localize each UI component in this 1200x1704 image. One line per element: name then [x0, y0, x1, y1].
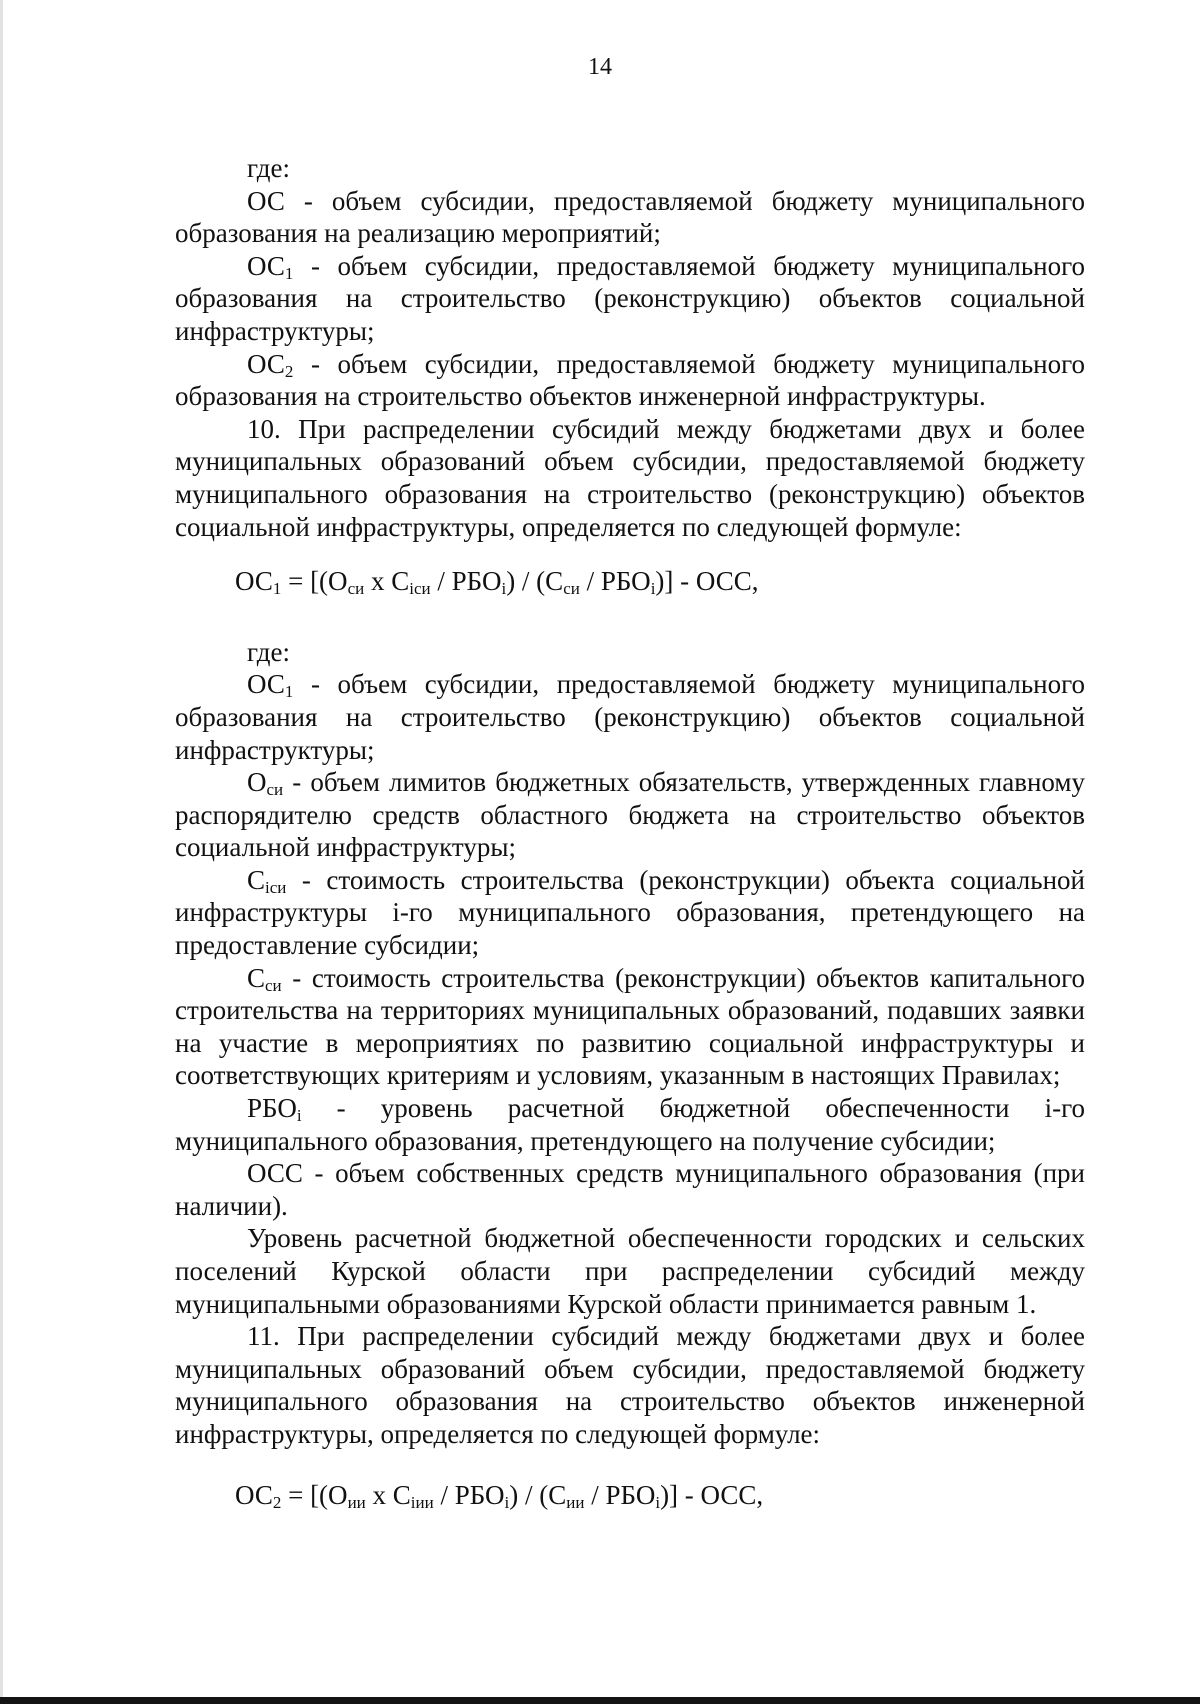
formula-part: ) / (С: [506, 566, 564, 597]
symbol: С: [247, 962, 266, 993]
page-number: 14: [588, 54, 612, 80]
formula-part: )] - ОСС,: [660, 1479, 764, 1510]
paragraph-11: 11. При распределении субсидий между бюджетами двух и более муниципальных образований объем субсидии, предоставляемой бюджету муниципального образования на строительство объектов инженерной инфраструктуры, определяется по следующей формуле:: [175, 1321, 1085, 1449]
paragraph-csi-definition: [175, 962, 1085, 1092]
paragraph-10: 10. При распределении субсидий между бюджетами двух и более муниципальных образований объем субсидии, предоставляемой бюджету муниципального образования на строительство (реконструкцию) объектов социальной инфраструктуры, определяется по следующей формуле:: [175, 413, 1085, 542]
formula-subscript: 2: [272, 1492, 282, 1512]
formula-part: ОС: [235, 566, 273, 597]
symbol-subscript: си: [266, 780, 284, 800]
formula-os2: [175, 1479, 1085, 1512]
symbol: ОС: [247, 250, 285, 281]
symbol: О: [247, 767, 267, 798]
formula-part: ОС: [235, 1479, 273, 1510]
formula-subscript: i: [501, 579, 507, 599]
symbol-subscript: 2: [284, 361, 294, 381]
formula-subscript: iии: [410, 1492, 434, 1512]
symbol: С: [247, 864, 266, 895]
symbol: ОС: [247, 669, 285, 700]
formula-part: )] - ОСС,: [655, 566, 759, 597]
scan-bottom-edge: [0, 1697, 1200, 1704]
definition-text: - стоимость строительства (реконструкции) объектов капитального строительства на территориях муниципальных образований, подавших заявки на участие в мероприятиях по развитию социальной инфраструктуры и соответствующих критериям и условиям, указанным в настоящих Правилах;: [175, 962, 1085, 1091]
formula-subscript: ии: [566, 1492, 585, 1512]
definition-text: - объем лимитов бюджетных обязательств, утвержденных главному распорядителю средств областного бюджета на строительство объектов социальной инфраструктуры;: [175, 767, 1085, 863]
formula-subscript: 1: [272, 579, 282, 599]
formula-part: / РБО: [579, 566, 651, 597]
formula-part: ) / (С: [509, 1479, 567, 1510]
formula-part: / РБО: [433, 1479, 505, 1510]
definition-text: - объем субсидии, предоставляемой бюджету муниципального образования на строительство объектов инженерной инфраструктуры.: [175, 348, 1085, 412]
formula-subscript: ии: [347, 1492, 366, 1512]
formula-part: = [(О: [281, 566, 348, 597]
formula-subscript: iси: [409, 579, 431, 599]
formula-part: x С: [364, 566, 410, 597]
paragraph-os1-definition-2: [175, 668, 1085, 766]
symbol: ОС: [247, 348, 285, 379]
paragraph-oss-definition: ОСС - объем собственных средств муниципального образования (при наличии).: [175, 1158, 1085, 1221]
paragraph-os1-definition: [175, 250, 1085, 348]
formula-subscript: i: [655, 1492, 661, 1512]
formula-os1: [175, 565, 1085, 598]
paragraph-os2-definition: [175, 348, 1085, 413]
definition-text: - объем субсидии, предоставляемой бюджету муниципального образования на строительство (реконструкцию) объектов социальной инфраструктуры;: [175, 669, 1085, 765]
paragraph-where-1: где:: [247, 153, 290, 183]
formula-subscript: си: [563, 579, 580, 599]
formula-part: / РБО: [430, 566, 502, 597]
definition-text: - уровень расчетной бюджетной обеспеченности i-го муниципального образования, претендующего на получение субсидии;: [175, 1093, 1085, 1156]
paragraph-cisi-definition: [175, 864, 1085, 962]
formula-subscript: i: [504, 1492, 510, 1512]
symbol-subscript: 1: [284, 682, 294, 702]
paragraph-osi-definition: [175, 766, 1085, 864]
symbol: РБО: [247, 1093, 297, 1124]
symbol-subscript: i: [296, 1106, 302, 1126]
formula-subscript: си: [347, 579, 365, 599]
paragraph-os-definition: ОС - объем субсидии, предоставляемой бюджету муниципального образования на реализацию мероприятий;: [175, 185, 1085, 249]
formula-part: / РБО: [584, 1479, 656, 1510]
definition-text: - объем субсидии, предоставляемой бюджету муниципального образования на строительство (реконструкцию) объектов социальной инфраструктуры;: [175, 250, 1085, 346]
symbol-subscript: си: [265, 975, 282, 995]
scan-left-edge: [0, 0, 3, 1704]
symbol-subscript: iси: [265, 877, 287, 897]
symbol-subscript: 1: [284, 263, 294, 283]
definition-text: - стоимость строительства (реконструкции) объекта социальной инфраструктуры i-го муниципального образования, претендующего на предоставление субсидии;: [175, 864, 1085, 961]
formula-subscript: i: [650, 579, 656, 599]
formula-part: = [(О: [281, 1479, 348, 1510]
formula-part: x С: [365, 1479, 411, 1510]
paragraph-where-2: где:: [247, 636, 290, 667]
paragraph-budget-level: Уровень расчетной бюджетной обеспеченности городских и сельских поселений Курской области при распределении субсидий между муниципальными образованиями Курской области принимается равным 1.: [175, 1223, 1085, 1319]
document-body: [175, 152, 1085, 1511]
paragraph-rboi-definition: [175, 1092, 1085, 1157]
